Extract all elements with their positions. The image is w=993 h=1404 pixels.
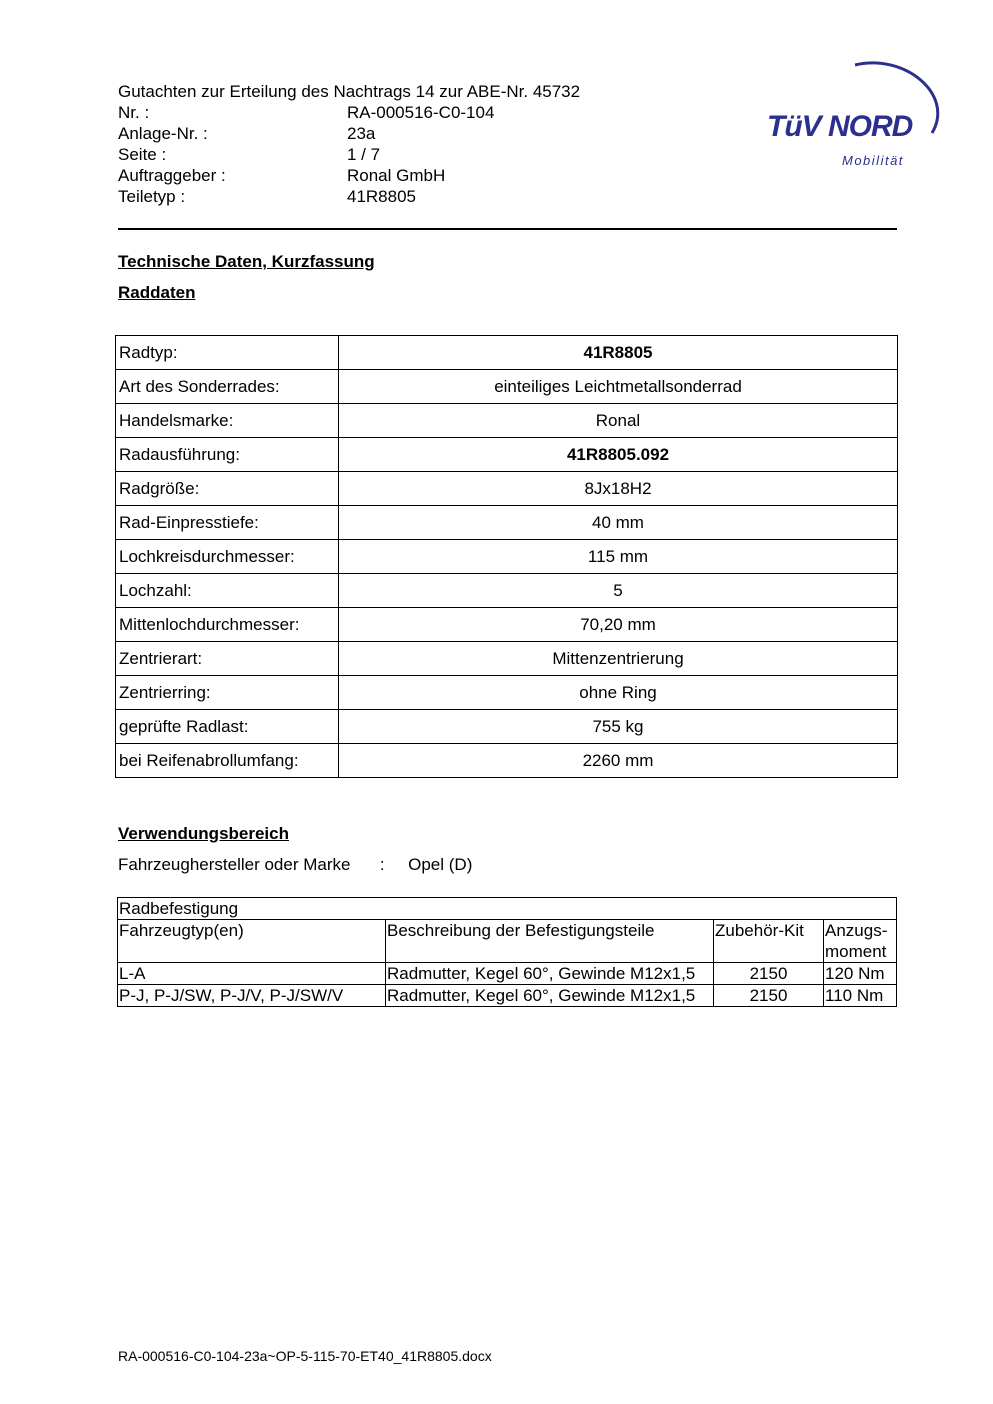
header-label-nr: Nr. : (118, 103, 150, 122)
section-raddaten: Raddaten (118, 283, 196, 302)
table-row (116, 472, 898, 506)
svg-text:TüV NORD: TüV NORD (767, 110, 913, 143)
wheel-field-value: 755 kg (339, 710, 898, 744)
fixing-description: Radmutter, Kegel 60°, Gewinde M12x1,5 (386, 985, 714, 1007)
header-label-auftraggeber: Auftraggeber : (118, 166, 226, 185)
wheel-field-label: bei Reifenabrollumfang: (116, 744, 339, 778)
footer-filename: RA-000516-C0-104-23a~OP-5-115-70-ET40_41R8805.docx (118, 1348, 492, 1364)
table-row (116, 710, 898, 744)
wheel-field-label: Lochkreisdurchmesser: (116, 540, 339, 574)
wheel-field-label: geprüfte Radlast: (116, 710, 339, 744)
wheel-field-label: Zentrierring: (116, 676, 339, 710)
fixing-description: Radmutter, Kegel 60°, Gewinde M12x1,5 (386, 963, 714, 985)
table-row (116, 642, 898, 676)
fixing-header-kit: Zubehör-Kit (714, 920, 824, 963)
header-divider (118, 228, 897, 230)
wheel-field-label: Rad-Einpresstiefe: (116, 506, 339, 540)
manufacturer-separator: : (379, 855, 385, 874)
header-value-teiletyp: 41R8805 (347, 187, 417, 206)
wheel-field-value: Mittenzentrierung (339, 642, 898, 676)
header-label-anlage: Anlage-Nr. : (118, 124, 208, 143)
table-row (116, 574, 898, 608)
header-label-teiletyp: Teiletyp : (118, 187, 186, 206)
table-row (116, 438, 898, 472)
table-row (116, 404, 898, 438)
wheel-data-table (115, 335, 898, 778)
fixing-torque: 120 Nm (824, 963, 897, 985)
table-row (116, 506, 898, 540)
header-value-nr: RA-000516-C0-104 (347, 103, 495, 122)
tuv-nord-logo-mark (760, 55, 945, 175)
fixing-header-torque: Anzugs- moment (824, 920, 897, 963)
wheel-field-value: Ronal (339, 404, 898, 438)
header-value-anlage: 23a (347, 124, 376, 143)
wheel-field-label: Handelsmarke: (116, 404, 339, 438)
wheel-field-value: 40 mm (339, 506, 898, 540)
report-title: Gutachten zur Erteilung des Nachtrags 14 zur ABE-Nr. 45732 (118, 82, 581, 101)
manufacturer-line (118, 855, 472, 875)
fixing-caption: Radbefestigung (118, 898, 897, 920)
header-label-seite: Seite : (118, 145, 167, 164)
fixing-table (117, 897, 897, 1007)
table-row (116, 540, 898, 574)
wheel-field-value: 70,20 mm (339, 608, 898, 642)
wheel-field-value: 41R8805 (339, 336, 898, 370)
wheel-field-value: 8Jx18H2 (339, 472, 898, 506)
wheel-field-label: Radausführung: (116, 438, 339, 472)
table-row (116, 676, 898, 710)
header-value-auftraggeber: Ronal GmbH (347, 166, 446, 185)
wheel-field-value: 41R8805.092 (339, 438, 898, 472)
tuv-nord-logo (760, 55, 945, 175)
fixing-vehicle: P-J, P-J/SW, P-J/V, P-J/SW/V (118, 985, 386, 1007)
section-usage: Verwendungsbereich (118, 824, 289, 843)
fixing-vehicle: L-A (118, 963, 386, 985)
fixing-header-description: Beschreibung der Befestigungsteile (386, 920, 714, 963)
wheel-field-value: ohne Ring (339, 676, 898, 710)
manufacturer-value: Opel (D) (408, 855, 473, 874)
header-value-seite: 1 / 7 (347, 145, 381, 164)
table-row (116, 336, 898, 370)
wheel-field-label: Zentrierart: (116, 642, 339, 676)
wheel-field-value: einteiliges Leichtmetallsonderrad (339, 370, 898, 404)
wheel-field-label: Art des Sonderrades: (116, 370, 339, 404)
fixing-kit: 2150 (714, 963, 824, 985)
wheel-field-value: 5 (339, 574, 898, 608)
wheel-field-label: Radgröße: (116, 472, 339, 506)
logo-tagline: Mobilität (842, 153, 904, 168)
wheel-field-value: 2260 mm (339, 744, 898, 778)
wheel-field-label: Mittenlochdurchmesser: (116, 608, 339, 642)
fixing-header-vehicle: Fahrzeugtyp(en) (118, 920, 386, 963)
table-row (116, 608, 898, 642)
table-row (118, 985, 897, 1007)
wheel-field-label: Lochzahl: (116, 574, 339, 608)
wheel-field-label: Radtyp: (116, 336, 339, 370)
table-row (116, 744, 898, 778)
fixing-torque: 110 Nm (824, 985, 897, 1007)
section-tech-data: Technische Daten, Kurzfassung (118, 252, 375, 271)
table-row (118, 963, 897, 985)
fixing-kit: 2150 (714, 985, 824, 1007)
table-row (116, 370, 898, 404)
wheel-field-value: 115 mm (339, 540, 898, 574)
manufacturer-label: Fahrzeughersteller oder Marke (118, 855, 351, 874)
